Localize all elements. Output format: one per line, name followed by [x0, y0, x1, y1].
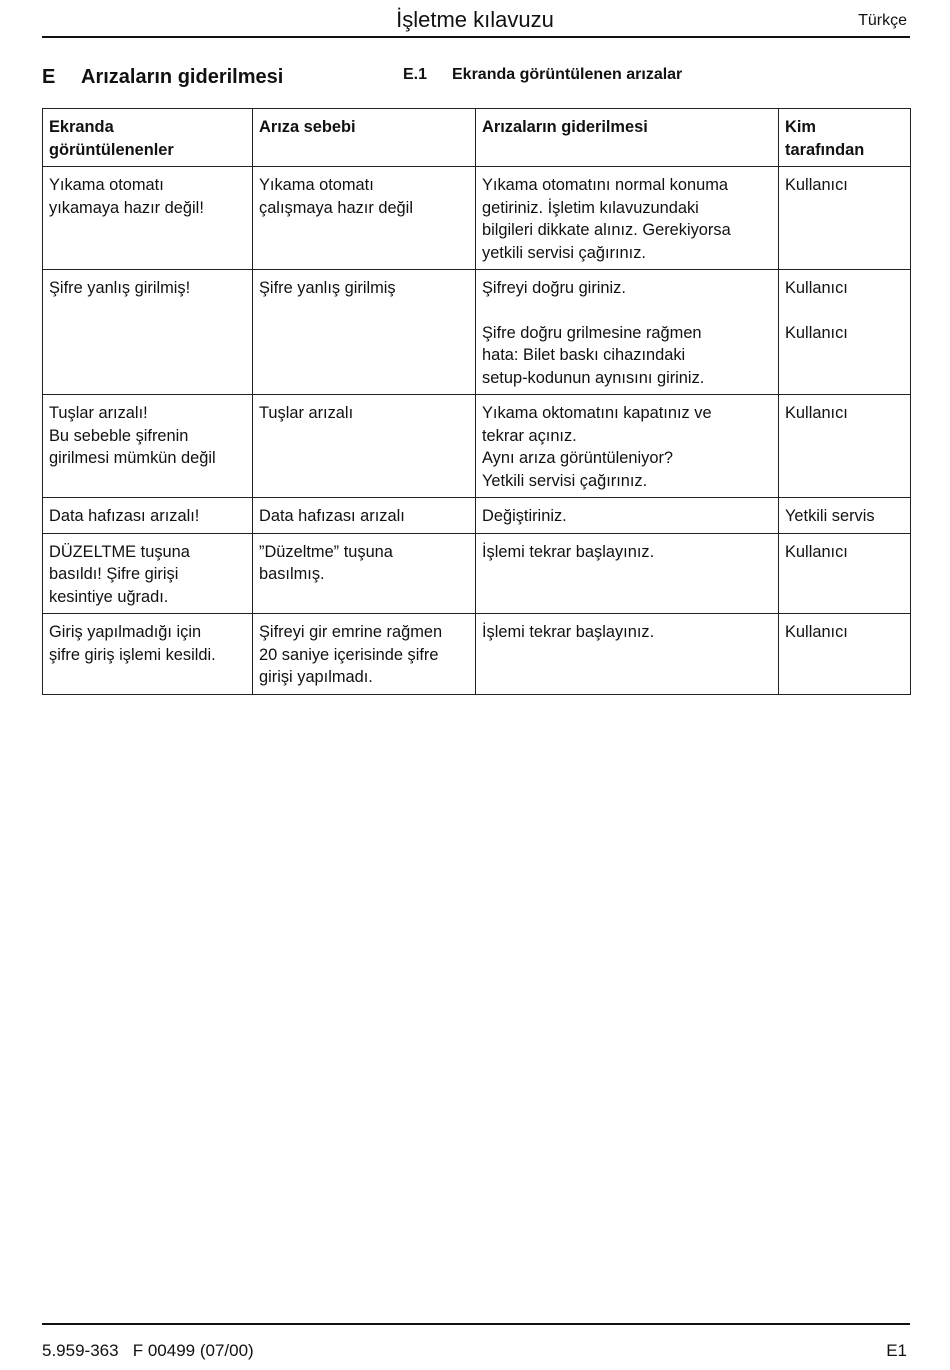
cell-line: Bu sebeble şifrenin [49, 426, 189, 445]
by-paragraph [785, 322, 904, 345]
cell-line: Yetkili servis [785, 507, 875, 525]
remedy-paragraph [482, 541, 772, 564]
cell-displayed [43, 167, 253, 270]
cell-line: İşlemi tekrar başlayınız. [482, 623, 655, 641]
cell-line: Yıkama oktomatını kapatınız ve [482, 404, 712, 422]
cell-line: yıkamaya hazır değil! [49, 198, 204, 217]
remedy-paragraph [482, 402, 772, 492]
cell-line: Giriş yapılmadığı için [49, 623, 202, 641]
cell-line: Kullanıcı [785, 542, 848, 561]
cell-line: Şifre doğru grilmesine rağmen [482, 323, 702, 342]
cell-remedy [476, 498, 779, 534]
header-cause [253, 109, 476, 167]
header-displayed [43, 109, 253, 167]
table-row [43, 167, 911, 270]
cell-line: şifre giriş işlemi kesildi. [49, 645, 216, 664]
cell-line: Tuşlar arızalı [259, 404, 354, 422]
cell-by-whom [779, 498, 911, 534]
cell-line: Data hafızası arızalı [259, 507, 405, 525]
cell-line: Tuşlar arızalı! [49, 404, 148, 422]
cell-line: Yıkama otomatını normal konuma [482, 176, 728, 194]
table-row [43, 533, 911, 614]
cell-line: Kullanıcı [785, 404, 848, 422]
cell-line: Değiştiriniz. [482, 507, 567, 525]
remedy-paragraph [482, 174, 772, 264]
header-line: tarafından [785, 140, 865, 159]
cell-line: basılmış. [259, 565, 325, 583]
cell-line: Aynı arıza görüntüleniyor? [482, 449, 674, 467]
table-row [43, 498, 911, 534]
cell-cause [253, 498, 476, 534]
cell-cause [253, 614, 476, 695]
by-paragraph [785, 402, 904, 425]
by-paragraph [785, 174, 904, 197]
cell-remedy [476, 395, 779, 498]
cell-by-whom [779, 395, 911, 498]
cell-line: tekrar açınız. [482, 426, 577, 445]
subsection-number: E.1 [403, 66, 428, 83]
table-row [43, 614, 911, 695]
cell-line: Yıkama otomatı [49, 176, 164, 194]
cell-line: çalışmaya hazır değil [259, 198, 413, 217]
cell-by-whom [779, 614, 911, 695]
fault-table [42, 108, 911, 695]
table-header-row [43, 109, 911, 167]
header-remedy [476, 109, 779, 167]
cell-line: Şifreyi doğru giriniz. [482, 279, 626, 297]
cell-remedy [476, 270, 779, 395]
cell-line: getiriniz. İşletim kılavuzundaki [482, 198, 699, 217]
header-line: Kim [785, 118, 816, 136]
cell-remedy [476, 167, 779, 270]
remedy-paragraph [482, 322, 772, 390]
cell-line: Şifre yanlış girilmiş [259, 279, 396, 297]
cell-remedy [476, 614, 779, 695]
cell-cause [253, 167, 476, 270]
cell-displayed [43, 614, 253, 695]
cell-line: yetkili servisi çağırınız. [482, 243, 646, 262]
cell-line: basıldı! Şifre girişi [49, 565, 179, 583]
subsection-title: Ekranda görüntülenen arızalar [452, 66, 683, 83]
cell-line: Şifre yanlış girilmiş! [49, 279, 191, 297]
cell-cause [253, 395, 476, 498]
cell-line: setup-kodunun aynısını giriniz. [482, 368, 705, 387]
header-line: Arıza sebebi [259, 118, 356, 136]
cell-line: hata: Bilet baskı cihazındaki [482, 346, 686, 364]
cell-line: 20 saniye içerisinde şifre [259, 645, 439, 664]
cell-line: Kullanıcı [785, 623, 848, 641]
remedy-paragraph [482, 277, 772, 300]
by-paragraph [785, 277, 904, 300]
cell-line: DÜZELTME tuşuna [49, 542, 190, 561]
cell-line: kesintiye uğradı. [49, 587, 169, 606]
header-by-whom [779, 109, 911, 167]
header-rule [42, 36, 910, 38]
header-line: Arızaların giderilmesi [482, 118, 648, 136]
cell-cause [253, 270, 476, 395]
cell-line: Kullanıcı [785, 176, 848, 194]
header-line: Ekranda [49, 118, 114, 136]
by-paragraph [785, 621, 904, 644]
table-row [43, 395, 911, 498]
by-paragraph [785, 505, 904, 528]
cell-line: Yıkama otomatı [259, 176, 374, 194]
cell-displayed [43, 270, 253, 395]
cell-displayed [43, 533, 253, 614]
section-title: Arızaların giderilmesi [81, 66, 284, 88]
remedy-paragraph [482, 505, 772, 528]
cell-line: Yetkili servisi çağırınız. [482, 471, 648, 490]
cell-by-whom [779, 533, 911, 614]
page-header-title: İşletme kılavuzu [396, 7, 554, 32]
cell-line: bilgileri dikkate alınız. Gerekiyorsa [482, 221, 731, 239]
cell-line: Kullanıcı [785, 279, 848, 297]
cell-line: girilmesi mümkün değil [49, 449, 216, 467]
cell-line: ”Düzeltme” tuşuna [259, 542, 393, 561]
header-line: görüntülenenler [49, 140, 174, 159]
cell-remedy [476, 533, 779, 614]
cell-displayed [43, 395, 253, 498]
cell-by-whom [779, 167, 911, 270]
cell-line: İşlemi tekrar başlayınız. [482, 542, 655, 561]
cell-line: girişi yapılmadı. [259, 668, 373, 686]
footer-page-number: E1 [886, 1341, 907, 1360]
footer-rule [42, 1323, 910, 1325]
by-paragraph [785, 541, 904, 564]
footer-document-code: 5.959-363 F 00499 (07/00) [42, 1341, 254, 1360]
cell-cause [253, 533, 476, 614]
cell-by-whom [779, 270, 911, 395]
table-row [43, 270, 911, 395]
cell-line: Data hafızası arızalı! [49, 507, 200, 525]
remedy-paragraph [482, 621, 772, 644]
cell-line: Şifreyi gir emrine rağmen [259, 623, 443, 641]
header-language: Türkçe [858, 12, 907, 29]
cell-line: Kullanıcı [785, 323, 848, 342]
cell-displayed [43, 498, 253, 534]
section-letter: E [42, 66, 56, 88]
